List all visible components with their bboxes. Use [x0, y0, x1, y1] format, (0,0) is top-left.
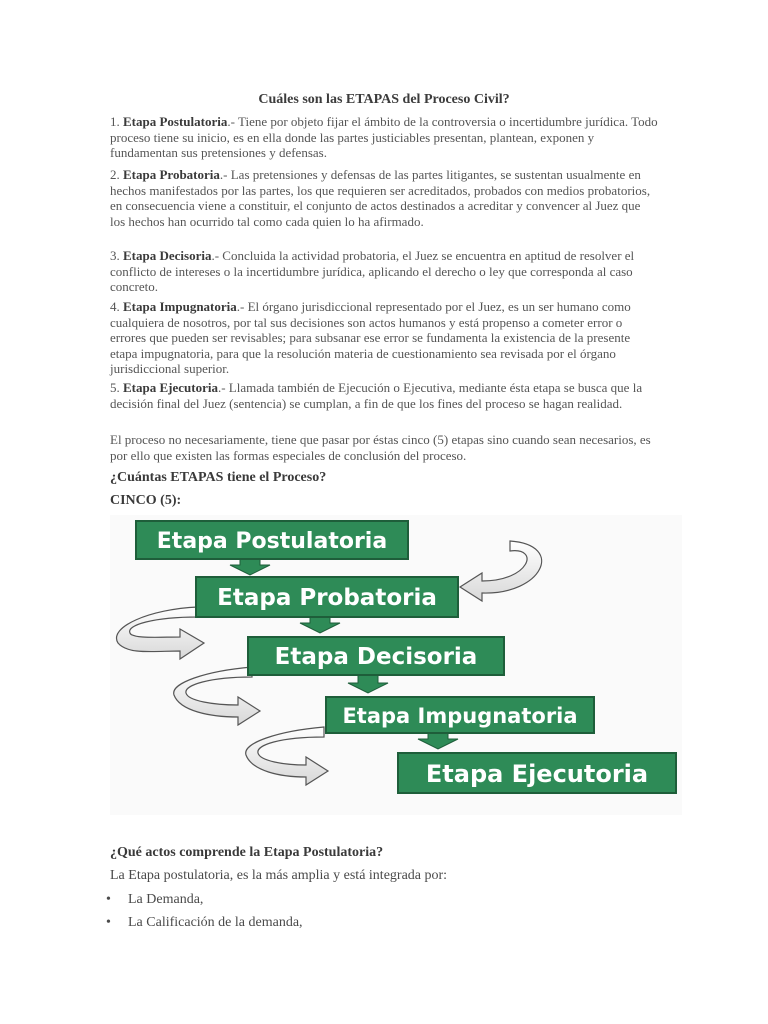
closing-paragraph: El proceso no necesariamente, tiene que pasar por éstas cinco (5) etapas sino cuando sean necesarios, es por ello que existen las formas especiales de conclusión del proceso.	[110, 432, 651, 463]
definition-text: .- Concluida la actividad probatoria, el Juez se encuentra en aptitud de resolver el conflicto de intereses o la incertidumbre jurídica, aplicando el derecho o ley que corresponda al caso concreto.	[110, 248, 635, 294]
list-item-text: La Calificación de la demanda,	[128, 915, 303, 930]
term-decisoria: Etapa Decisoria	[123, 248, 212, 263]
item-number: 2.	[110, 167, 120, 182]
paragraph-postulatoria	[110, 114, 658, 161]
stage-label-ejecutoria: Etapa Ejecutoria	[425, 760, 649, 788]
item-number: 3.	[110, 248, 120, 263]
answer-cinco: CINCO (5):	[110, 493, 182, 508]
item-number: 4.	[110, 299, 120, 314]
stage-box-postulatoria	[136, 521, 408, 559]
bullet-icon: •	[106, 892, 111, 907]
term-ejecutoria: Etapa Ejecutoria	[123, 380, 218, 395]
question-actos-postulatoria: ¿Qué actos comprende la Etapa Postulatoria?	[110, 845, 384, 860]
stage-box-decisoria	[248, 637, 504, 675]
definition-text: .- El órgano jurisdiccional representado por el Juez, es un ser humano como cualquiera de nosotros, por tal sus decisiones son actos humanos y está propenso a cometer error o errores que pueden ser revisables; para subsanar ese error se fundamenta la existencia de la presente etapa impugnatoria, para que la resolución materia de cuestionamiento sea revisada por el órgano jurisdiccional superior.	[110, 299, 631, 376]
stage-label-decisoria: Etapa Decisoria	[274, 644, 478, 670]
item-number: 5.	[110, 380, 120, 395]
term-impugnatoria: Etapa Impugnatoria	[123, 299, 237, 314]
term-probatoria: Etapa Probatoria	[123, 167, 220, 182]
stage-box-ejecutoria	[398, 753, 676, 793]
list-item	[106, 915, 303, 931]
definition-text: .- Llamada también de Ejecución o Ejecutiva, mediante ésta etapa se busca que la decisión final del Juez (sentencia) se cumplan, a fin de que los fines del proceso se hagan realidad.	[110, 380, 643, 411]
paragraph-impugnatoria	[110, 299, 658, 377]
curved-arrow-1-icon	[460, 541, 542, 601]
curved-arrow-4-icon	[246, 727, 328, 785]
stage-box-impugnatoria	[326, 697, 594, 733]
down-arrow-3-icon	[348, 675, 388, 693]
item-number: 1.	[110, 114, 120, 129]
down-arrow-1-icon	[230, 558, 270, 575]
term-postulatoria: Etapa Postulatoria	[123, 114, 228, 129]
stage-label-postulatoria: Etapa Postulatoria	[156, 529, 388, 554]
paragraph-ejecutoria	[110, 380, 658, 411]
paragraph-decisoria	[110, 248, 658, 295]
bullet-icon: •	[106, 915, 111, 930]
stage-box-probatoria	[196, 577, 458, 617]
list-item	[106, 892, 203, 908]
definition-text: .- Tiene por objeto fijar el ámbito de la controversia o incertidumbre jurídica. Todo proceso tiene su inicio, es en ella donde las partes justiciables presentan, plantean, exponen y fundamentan sus pretensiones y defensas.	[110, 114, 658, 160]
paragraph-probatoria	[110, 167, 658, 229]
question-cuantas-etapas: ¿Cuántas ETAPAS tiene el Proceso?	[110, 470, 327, 485]
curved-arrow-2-icon	[117, 607, 204, 659]
list-item-text: La Demanda,	[128, 892, 204, 907]
definition-text: .- Las pretensiones y defensas de las partes litigantes, se sustentan usualmente en hechos manifestados por las partes, los que requieren ser acreditados, probados con medios probatorios, en consecuencia viene a constituir, el conjunto de actos destinados a acreditar y convencer al Juez que los hechos han ocurrido tal como cada quien lo ha afirmado.	[110, 167, 651, 229]
page-title: Cuáles son las ETAPAS del Proceso Civil?	[258, 92, 510, 107]
stage-label-probatoria: Etapa Probatoria	[217, 585, 437, 611]
intro-postulatoria: La Etapa postulatoria, es la más amplia y está integrada por:	[110, 868, 448, 883]
etapas-flow-svg	[110, 515, 682, 815]
etapas-diagram	[110, 515, 682, 815]
stage-label-impugnatoria: Etapa Impugnatoria	[342, 704, 578, 728]
